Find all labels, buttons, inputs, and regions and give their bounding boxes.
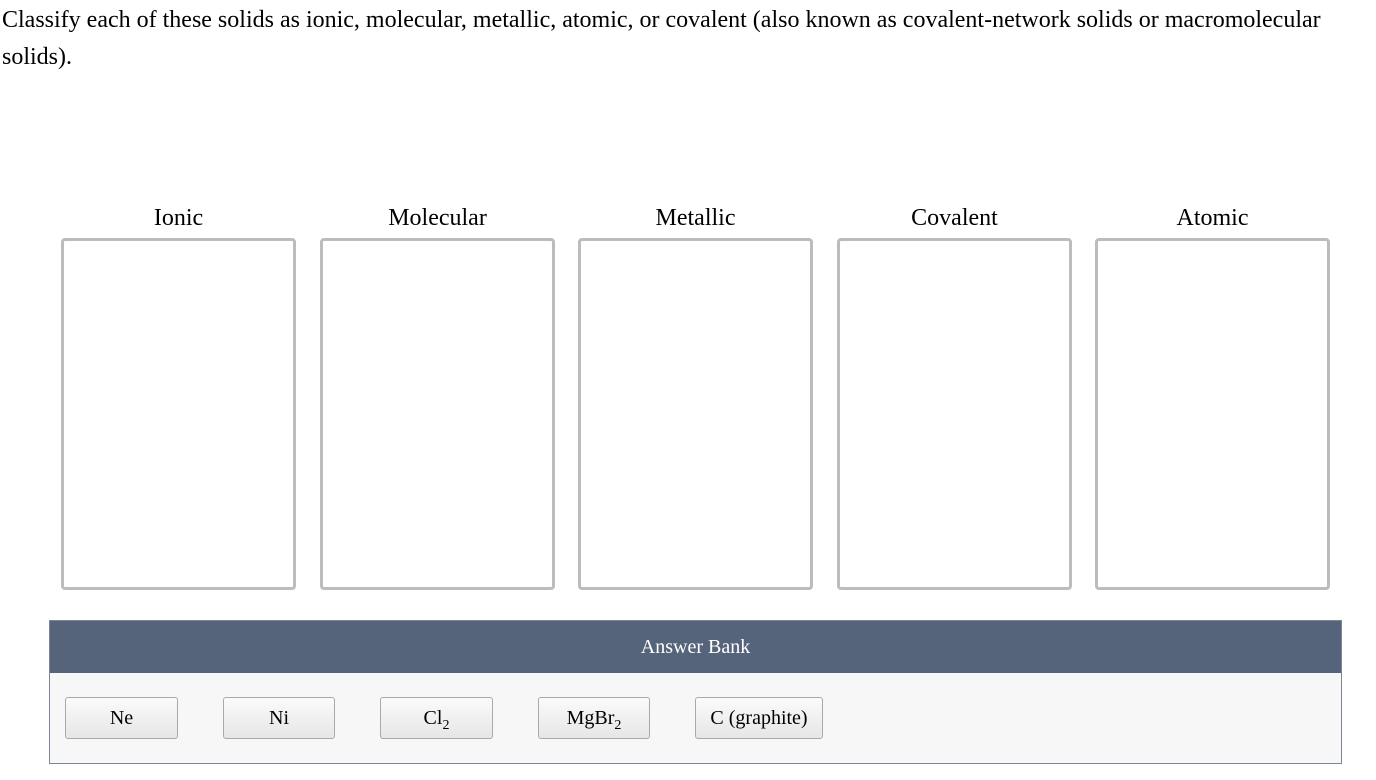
- answer-chip-text: Cl: [423, 707, 443, 729]
- bin-title-molecular: Molecular: [388, 205, 487, 231]
- answer-chip-subscript: 2: [614, 718, 622, 733]
- answer-chip-mgbr2[interactable]: [538, 697, 650, 739]
- bin-title-metallic: Metallic: [655, 205, 736, 231]
- answer-chip-cl2[interactable]: [380, 697, 493, 739]
- answer-chip-text: Ne: [109, 707, 134, 729]
- bin-title-covalent: Covalent: [911, 205, 998, 231]
- bin-atomic: [1095, 200, 1330, 236]
- answer-chip-ni[interactable]: [223, 697, 335, 739]
- bin-ionic: [61, 200, 296, 236]
- bin-molecular: [320, 200, 555, 236]
- bin-metallic: [578, 200, 813, 236]
- bin-title-atomic: Atomic: [1176, 205, 1249, 231]
- drop-zone-molecular[interactable]: [320, 238, 555, 590]
- answer-chip-text: C (graphite): [710, 707, 808, 729]
- bin-title-ionic: Ionic: [153, 205, 204, 231]
- answer-chip-text: Ni: [269, 707, 289, 729]
- drop-zone-metallic[interactable]: [578, 238, 813, 590]
- question-prompt: Classify each of these solids as ionic, molecular, metallic, atomic, or covalent (also known as covalent-network solids or macromolecular solids).: [2, 7, 1321, 70]
- answer-chip-text: MgBr: [566, 707, 615, 729]
- drop-zone-ionic[interactable]: [61, 238, 296, 590]
- answer-chip-ne[interactable]: [65, 697, 178, 739]
- answer-bank-title: Answer Bank: [50, 621, 1341, 673]
- bin-covalent: [837, 200, 1072, 236]
- drop-zone-covalent[interactable]: [837, 238, 1072, 590]
- drop-zone-atomic[interactable]: [1095, 238, 1330, 590]
- answer-chip-subscript: 2: [442, 718, 450, 733]
- answer-chip-c-graphite[interactable]: [695, 697, 823, 739]
- answer-bank: [49, 620, 1342, 764]
- classification-bins: [61, 200, 1331, 592]
